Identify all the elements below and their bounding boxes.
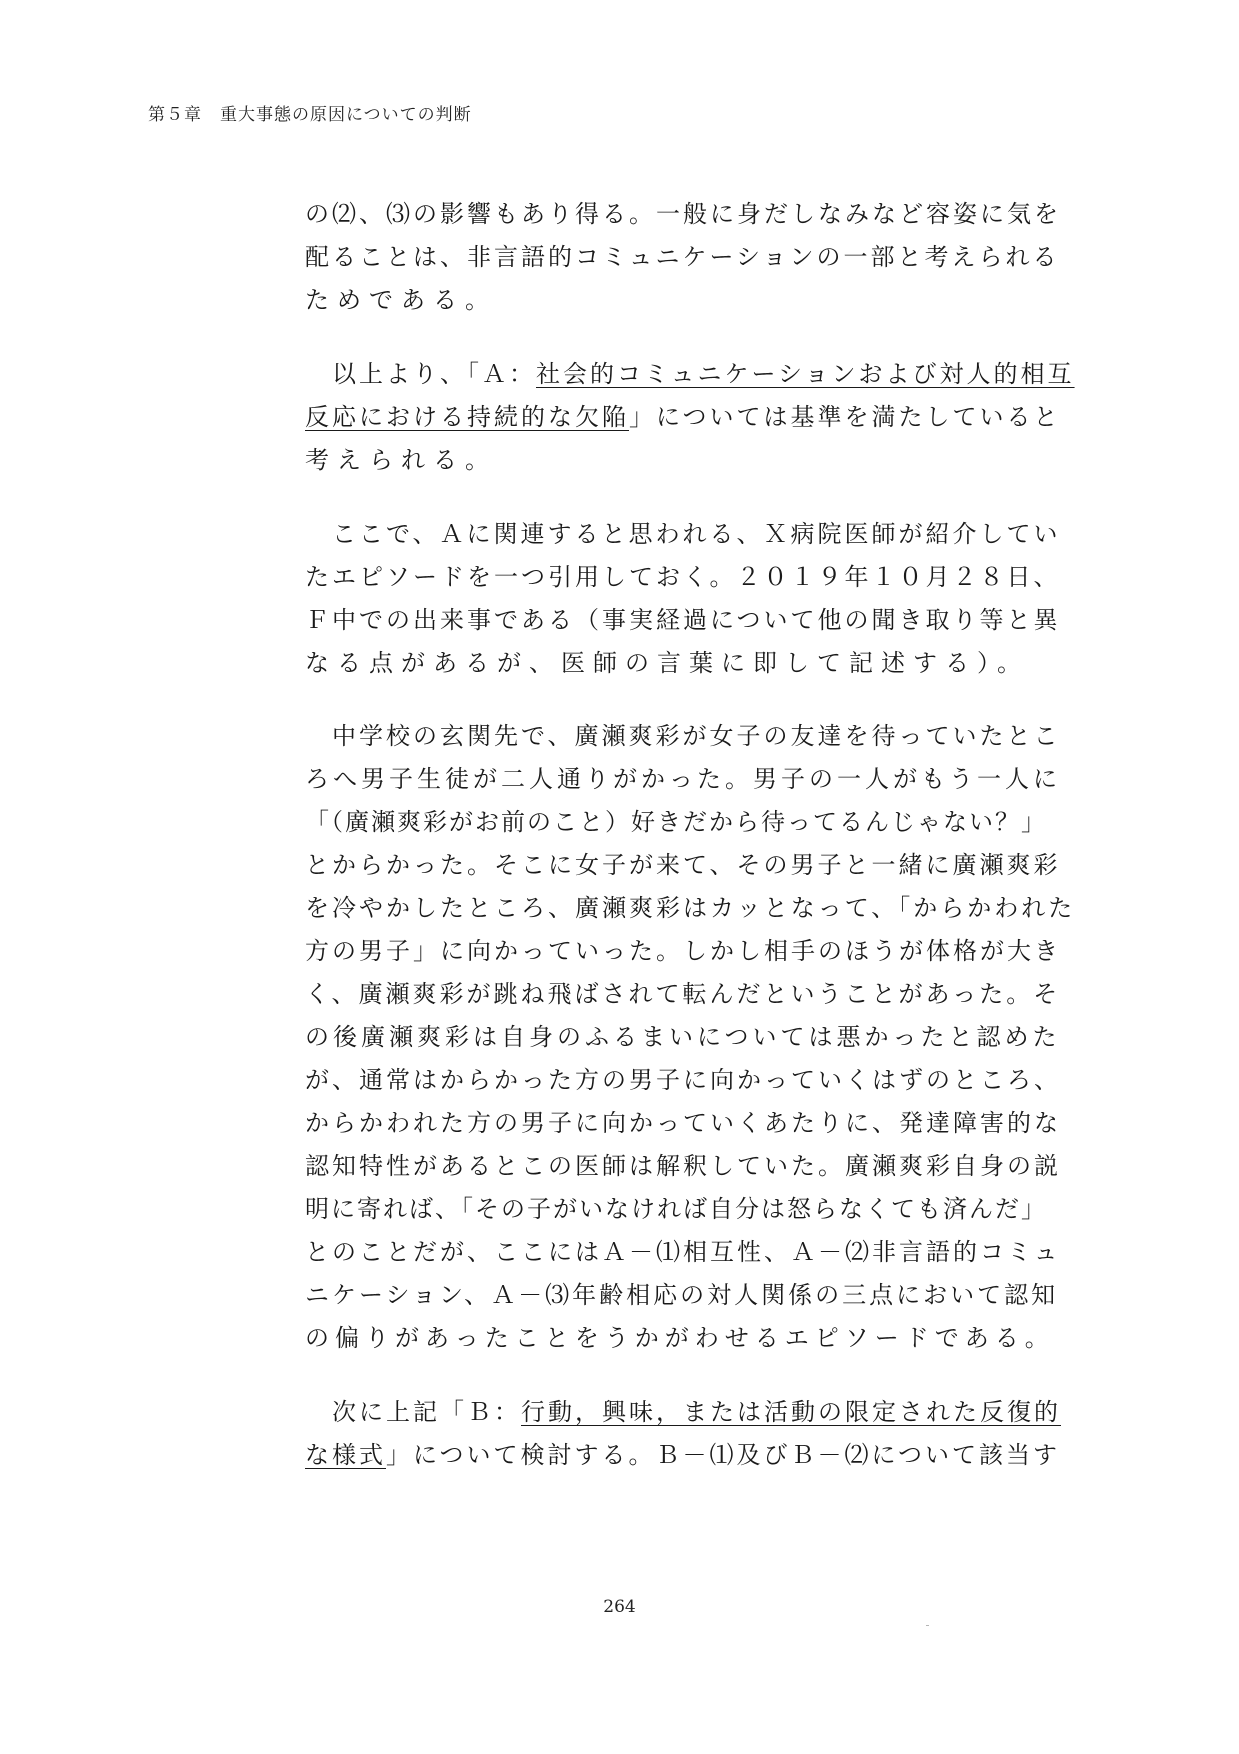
text-line: Ｆ中での出来事である（事実経過について他の聞き取り等と異 <box>305 606 1061 634</box>
line-text: 以上より、「Ａ： <box>305 360 536 388</box>
text-line: たエピソードを一つ引用しておく。２０１９年１０月２８日、 <box>305 563 1061 591</box>
underlined-criterion: な様式 <box>305 1441 386 1469</box>
underlined-criterion: 反応における持続的な欠陥 <box>305 403 629 431</box>
text-line: とからかった。そこに女子が来て、その男子と一緒に廣瀬爽彩 <box>305 851 1061 879</box>
text-line: ろへ男子生徒が二人通りがかった。男子の一人がもう一人に <box>305 765 1061 793</box>
text-line: 考えられる。 <box>305 446 497 474</box>
page-number: 264 <box>603 1597 636 1617</box>
line-text: 」について検討する。Ｂ－⑴及びＢ－⑵について該当す <box>386 1441 1061 1469</box>
text-line: ニケーション、Ａ－⑶年齢相応の対人関係の三点において認知 <box>305 1281 1059 1309</box>
underlined-criterion: 社会的コミュニケーションおよび対人的相互 <box>536 360 1075 388</box>
text-line <box>305 1443 1060 1467</box>
text-line: の偏りがあったことをうかがわせるエピソードである。 <box>305 1324 1055 1352</box>
underlined-criterion: 行動，興味，または活動の限定された反復的 <box>521 1398 1061 1426</box>
line-text: 次に上記「Ｂ： <box>305 1398 521 1426</box>
text-line: ここで、Ａに関連すると思われる、Ｘ病院医師が紹介してい <box>305 520 1061 548</box>
text-line: からかわれた方の男子に向かっていくあたりに、発達障害的な <box>305 1109 1061 1137</box>
text-line: なる点があるが、医師の言葉に即して記述する）。 <box>305 649 1029 677</box>
text-line: 明に寄れば、「その子がいなければ自分は怒らなくても済んだ」 <box>305 1195 1047 1223</box>
text-line <box>305 405 1061 429</box>
text-line: 中学校の玄関先で、廣瀬爽彩が女子の友達を待っていたとこ <box>305 722 1061 750</box>
text-line: 「（廣瀬爽彩がお前のこと）好きだから待ってるんじゃない？」 <box>305 808 1047 836</box>
text-line: く、廣瀬爽彩が跳ね飛ばされて転んだということがあった。そ <box>305 980 1061 1008</box>
text-line: が、通常はからかった方の男子に向かっていくはずのところ、 <box>305 1066 1061 1094</box>
text-line: とのことだが、ここにはＡ－⑴相互性、Ａ－⑵非言語的コミュ <box>305 1238 1061 1266</box>
text-line <box>305 362 1075 386</box>
scan-speck <box>926 1625 929 1626</box>
chapter-header: 第５章 重大事態の原因についての判断 <box>148 105 472 125</box>
text-line <box>305 1400 1061 1424</box>
text-line: を冷やかしたところ、廣瀬爽彩はカッとなって、「からかわれた <box>305 894 1076 922</box>
text-line: 配ることは、非言語的コミュニケーションの一部と考えられる <box>305 243 1060 271</box>
text-line: 方の男子」に向かっていった。しかし相手のほうが体格が大き <box>305 937 1061 965</box>
text-line: ためである。 <box>305 286 497 314</box>
text-line: 認知特性があるとこの医師は解釈していた。廣瀬爽彩自身の説 <box>305 1152 1061 1180</box>
line-text: 」については基準を満たしていると <box>629 403 1061 431</box>
text-line: の後廣瀬爽彩は自身のふるまいについては悪かったと認めた <box>305 1023 1061 1051</box>
text-line: の⑵、⑶の影響もあり得る。一般に身だしなみなど容姿に気を <box>305 200 1061 228</box>
